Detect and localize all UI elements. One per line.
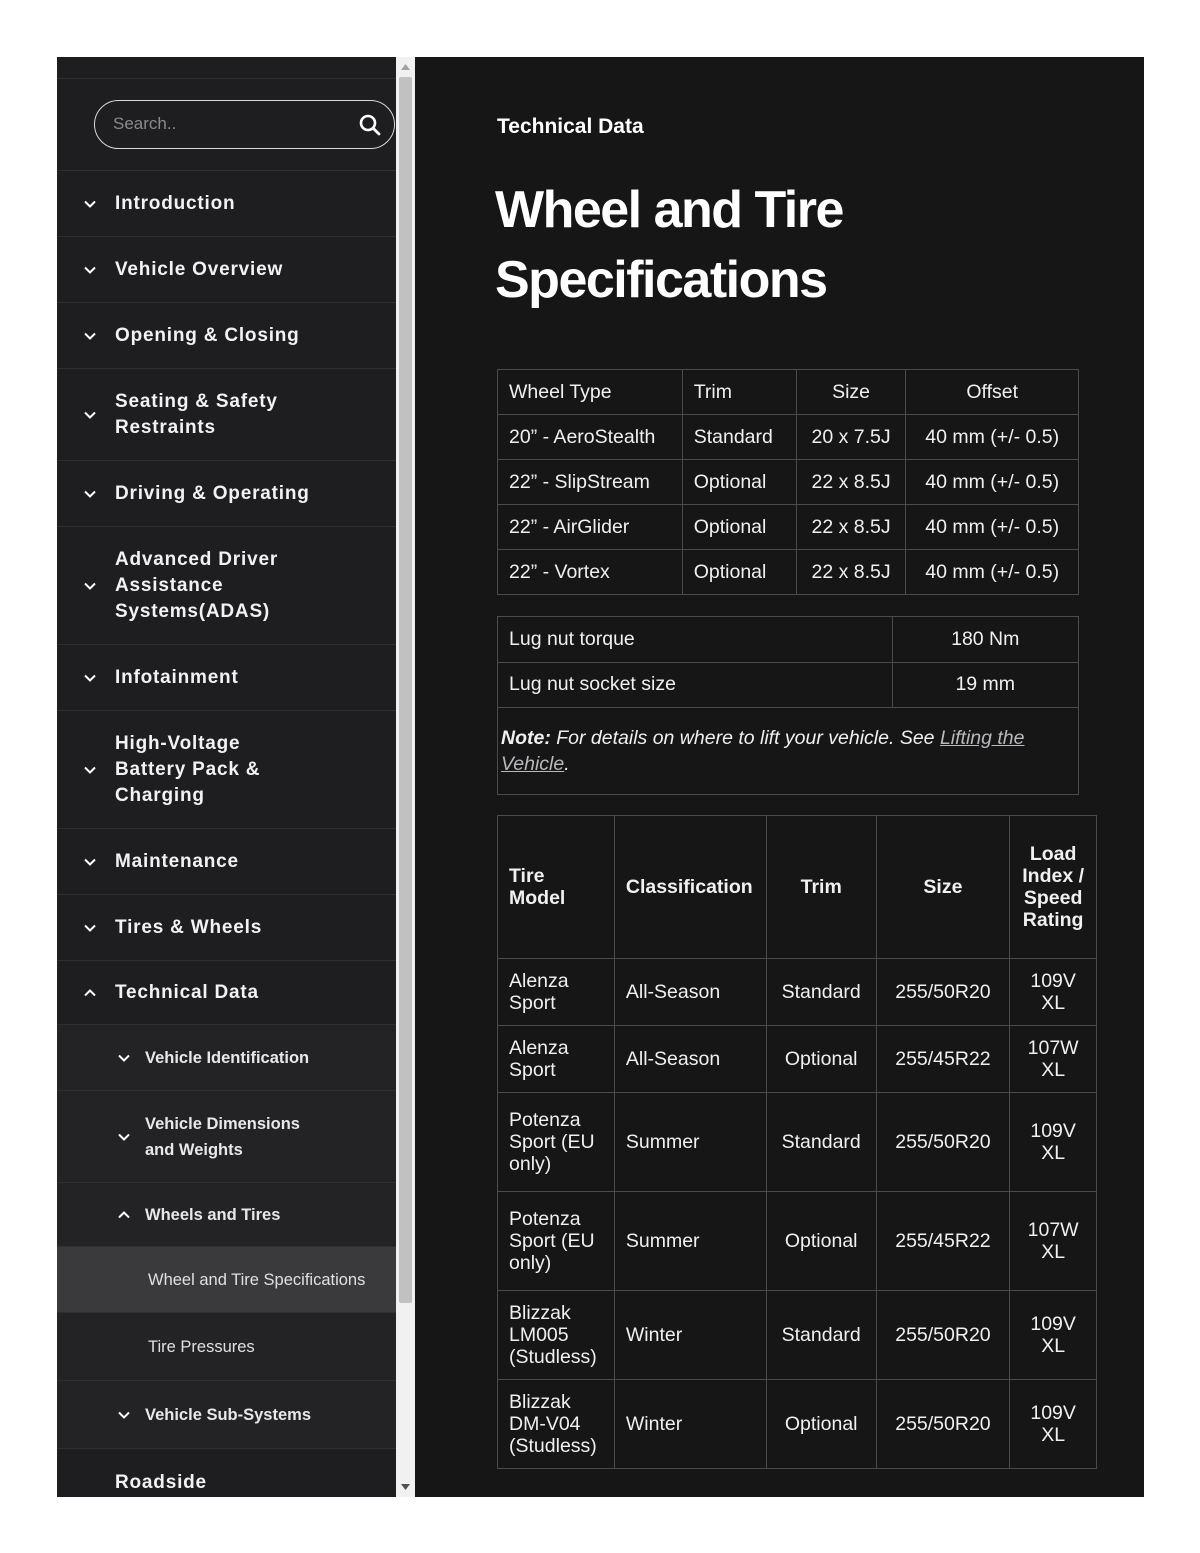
table-cell: Optional — [682, 550, 796, 595]
table-header-row — [498, 370, 1079, 415]
sidebar-subitem-wheels-and-tires[interactable] — [57, 1183, 396, 1247]
chevron-down-icon — [82, 578, 98, 594]
scroll-down-arrow[interactable] — [396, 1478, 415, 1496]
sidebar-subitem-vehicle-sub-systems[interactable] — [57, 1381, 396, 1449]
table-cell: 40 mm (+/- 0.5) — [906, 550, 1079, 595]
sidebar-item-label: Vehicle Overview — [115, 258, 284, 280]
column-header: Offset — [906, 370, 1079, 415]
sidebar-item-technical-data[interactable] — [57, 961, 396, 1025]
search-area — [57, 79, 396, 171]
table-cell: Lug nut socket size — [498, 662, 892, 707]
sidebar-item-label: Maintenance — [115, 850, 239, 872]
wheel-specs-table — [497, 369, 1079, 595]
sidebar-item-label: Infotainment — [115, 666, 239, 688]
sidebar-item-label: High-Voltage Battery Pack & Charging — [115, 732, 261, 806]
sidebar-item-maintenance[interactable] — [57, 829, 396, 895]
table-cell: Winter — [614, 1291, 766, 1380]
sidebar-item-high-voltage-battery[interactable] — [57, 711, 396, 829]
sidebar-subitem-vehicle-dimensions[interactable] — [57, 1091, 396, 1183]
sidebar-item-opening-closing[interactable] — [57, 303, 396, 369]
table-row — [498, 415, 1079, 460]
sidebar-item-introduction[interactable] — [57, 171, 396, 237]
table-row — [498, 1093, 1097, 1192]
table-cell: All-Season — [614, 1026, 766, 1093]
table-cell: 255/45R22 — [876, 1192, 1010, 1291]
sidebar-top-divider — [57, 57, 396, 79]
table-cell: 40 mm (+/- 0.5) — [906, 460, 1079, 505]
sidebar-item-label: Opening & Closing — [115, 324, 300, 346]
table-cell: 255/50R20 — [876, 1093, 1010, 1192]
table-cell: 180 Nm — [892, 617, 1078, 662]
table-cell: Standard — [766, 959, 876, 1026]
search-icon[interactable] — [358, 113, 382, 137]
table-row — [498, 505, 1079, 550]
table-cell: 19 mm — [892, 662, 1078, 707]
scrollbar-thumb[interactable] — [399, 77, 412, 1303]
chevron-down-icon — [82, 196, 98, 212]
column-header: Size — [796, 370, 906, 415]
table-cell: Standard — [766, 1291, 876, 1380]
chevron-down-icon — [116, 1050, 132, 1066]
caret-up-icon — [401, 64, 410, 70]
table-cell: 255/50R20 — [876, 1291, 1010, 1380]
table-row — [498, 617, 1078, 662]
table-cell: 22 x 8.5J — [796, 460, 906, 505]
table-row — [498, 1026, 1097, 1093]
table-cell: Standard — [766, 1093, 876, 1192]
table-cell: 22” - AirGlider — [498, 505, 683, 550]
table-cell: 107W XL — [1010, 1026, 1097, 1093]
table-cell: Alenza Sport — [498, 959, 615, 1026]
sidebar-leaf-wheel-tire-specifications[interactable] — [57, 1247, 396, 1313]
sidebar-item-label: Roadside — [115, 1472, 207, 1493]
table-cell: Optional — [766, 1380, 876, 1469]
note-end: . — [564, 753, 570, 775]
lug-nut-specs — [497, 616, 1079, 795]
chevron-down-icon — [82, 670, 98, 686]
sidebar-item-label: Technical Data — [115, 981, 259, 1003]
table-header-row — [498, 816, 1097, 959]
table-cell: 22 x 8.5J — [796, 505, 906, 550]
sidebar-item-label: Driving & Operating — [115, 482, 310, 504]
chevron-down-icon — [116, 1407, 132, 1423]
column-header: Classification — [614, 816, 766, 959]
sidebar-item-vehicle-overview[interactable] — [57, 237, 396, 303]
table-cell: 22” - SlipStream — [498, 460, 683, 505]
column-header: Size — [876, 816, 1010, 959]
table-cell: 40 mm (+/- 0.5) — [906, 505, 1079, 550]
note-text: For details on where to lift your vehicle. See — [550, 727, 940, 749]
table-cell: Alenza Sport — [498, 1026, 615, 1093]
table-cell: Optional — [766, 1026, 876, 1093]
sidebar-item-roadside[interactable] — [57, 1449, 396, 1497]
note-label: Note: — [501, 727, 551, 749]
table-row — [498, 550, 1079, 595]
sidebar-item-tires-wheels[interactable] — [57, 895, 396, 961]
table-cell: 20” - AeroStealth — [498, 415, 683, 460]
table-cell: Summer — [614, 1192, 766, 1291]
chevron-down-icon — [82, 920, 98, 936]
table-cell: Standard — [682, 415, 796, 460]
chevron-down-icon — [82, 854, 98, 870]
sidebar-item-seating-safety[interactable] — [57, 369, 396, 461]
chevron-down-icon — [82, 762, 98, 778]
sidebar-subitem-vehicle-identification[interactable] — [57, 1025, 396, 1091]
sidebar-item-label: Tire Pressures — [148, 1337, 255, 1356]
table-cell: Blizzak DM-V04 (Studless) — [498, 1380, 615, 1469]
table-cell: 109V XL — [1010, 1093, 1097, 1192]
caret-down-icon — [401, 1484, 410, 1490]
table-cell: 109V XL — [1010, 1291, 1097, 1380]
page-title: Wheel and Tire Specifications — [495, 181, 843, 309]
table-cell: Summer — [614, 1093, 766, 1192]
table-cell: 22” - Vortex — [498, 550, 683, 595]
sidebar-item-label: Seating & Safety Restraints — [115, 390, 278, 438]
table-cell: Optional — [682, 460, 796, 505]
table-row — [498, 1192, 1097, 1291]
main-content — [415, 57, 1144, 1497]
sidebar-scrollbar[interactable] — [396, 57, 415, 1497]
table-cell: Potenza Sport (EU only) — [498, 1093, 615, 1192]
table-cell: Optional — [766, 1192, 876, 1291]
column-header: Wheel Type — [498, 370, 683, 415]
sidebar-item-label: Vehicle Dimensions and Weights — [145, 1114, 300, 1159]
chevron-down-icon — [82, 328, 98, 344]
table-cell: 107W XL — [1010, 1192, 1097, 1291]
table-cell: 109V XL — [1010, 1380, 1097, 1469]
scroll-up-arrow[interactable] — [396, 58, 415, 76]
table-cell: Potenza Sport (EU only) — [498, 1192, 615, 1291]
chevron-up-icon — [82, 985, 98, 1001]
table-cell: 255/50R20 — [876, 959, 1010, 1026]
chevron-up-icon — [116, 1207, 132, 1223]
table-row — [498, 959, 1097, 1026]
table-row — [498, 460, 1079, 505]
lifting-note — [501, 725, 1046, 777]
sidebar-item-label: Wheel and Tire Specifications — [148, 1270, 366, 1289]
sidebar-item-label: Introduction — [115, 192, 236, 214]
section-eyebrow: Technical Data — [497, 115, 644, 138]
table-cell: Lug nut torque — [498, 617, 892, 662]
sidebar-item-driving-operating[interactable] — [57, 461, 396, 527]
tire-specs-table — [497, 815, 1097, 1469]
sidebar-item-label: Vehicle Sub-Systems — [145, 1405, 311, 1424]
sidebar-item-label: Tires & Wheels — [115, 916, 263, 938]
lug-nut-table — [498, 617, 1078, 708]
table-cell: 255/45R22 — [876, 1026, 1010, 1093]
table-cell: 22 x 8.5J — [796, 550, 906, 595]
search-input[interactable] — [113, 101, 343, 147]
table-cell: 40 mm (+/- 0.5) — [906, 415, 1079, 460]
table-cell: Winter — [614, 1380, 766, 1469]
sidebar-item-infotainment[interactable] — [57, 645, 396, 711]
table-row — [498, 1380, 1097, 1469]
sidebar-item-adas[interactable] — [57, 527, 396, 645]
column-header: Tire Model — [498, 816, 615, 959]
search-box[interactable] — [94, 100, 395, 149]
lifting-the-vehicle-link[interactable]: Lifting the Vehicle — [501, 727, 1025, 775]
table-cell: Blizzak LM005 (Studless) — [498, 1291, 615, 1380]
column-header: Load Index / Speed Rating — [1010, 816, 1097, 959]
table-cell: 255/50R20 — [876, 1380, 1010, 1469]
sidebar-item-label: Wheels and Tires — [145, 1205, 281, 1224]
sidebar-leaf-tire-pressures[interactable] — [57, 1313, 396, 1381]
table-row — [498, 662, 1078, 707]
table-cell: 109V XL — [1010, 959, 1097, 1026]
sidebar-item-label: Advanced Driver Assistance Systems(ADAS) — [115, 548, 279, 622]
column-header: Trim — [682, 370, 796, 415]
table-cell: All-Season — [614, 959, 766, 1026]
table-cell: 20 x 7.5J — [796, 415, 906, 460]
table-row — [498, 1291, 1097, 1380]
chevron-down-icon — [82, 262, 98, 278]
chevron-down-icon — [82, 486, 98, 502]
app-window — [57, 57, 1144, 1497]
sidebar-item-label: Vehicle Identification — [145, 1048, 310, 1067]
column-header: Trim — [766, 816, 876, 959]
chevron-down-icon — [116, 1129, 132, 1145]
sidebar — [57, 57, 396, 1497]
chevron-down-icon — [82, 407, 98, 423]
table-cell: Optional — [682, 505, 796, 550]
